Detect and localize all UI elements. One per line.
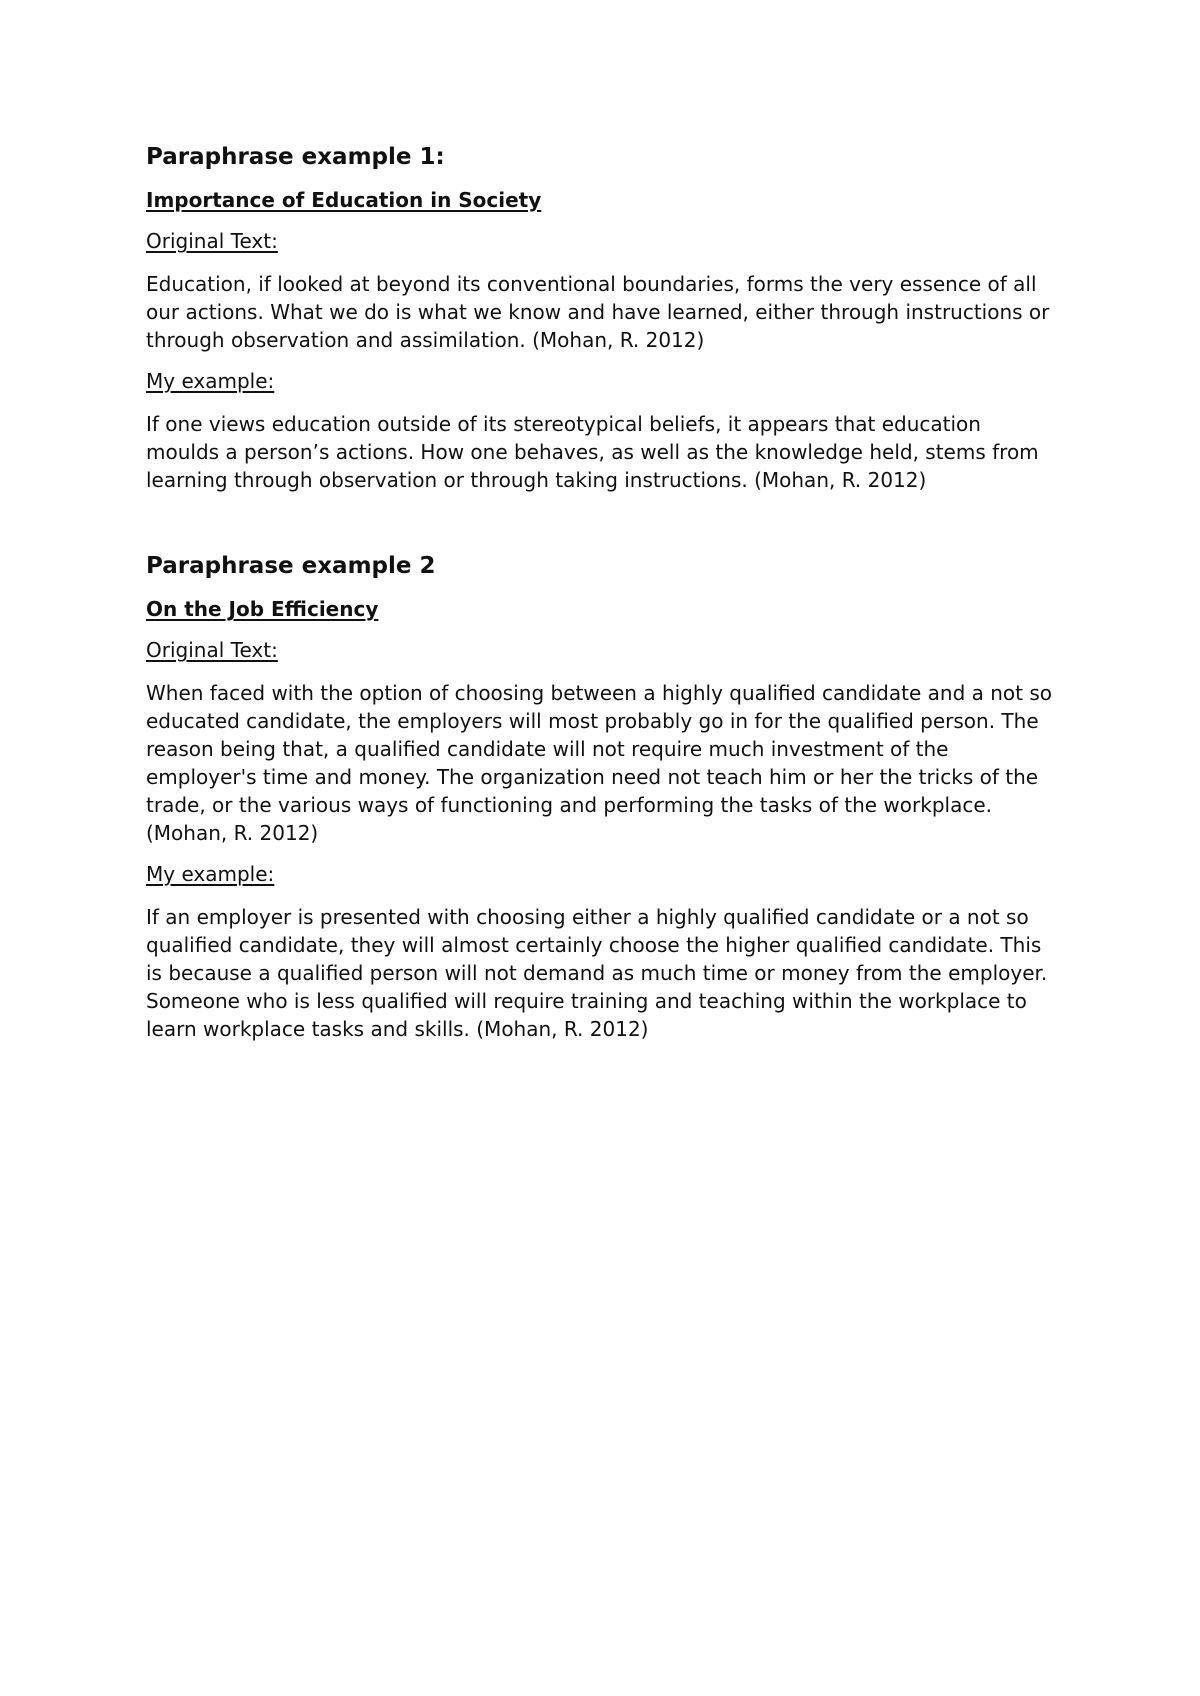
section-1-title: Paraphrase example 1:	[146, 144, 445, 170]
section-spacer	[146, 509, 1054, 552]
section-1-example-label: My example:	[146, 369, 275, 393]
section-1-subtitle: Importance of Education in Society	[146, 188, 542, 212]
paraphrase-section-2	[146, 552, 1054, 1043]
section-2-title: Paraphrase example 2	[146, 553, 436, 579]
paraphrase-section-1	[146, 143, 1054, 494]
section-1-original-text: Education, if looked at beyond its conventional boundaries, forms the very essence of all our actions. What we do is what we know and have learned, either through instructions or through observation and assimilation. (Mohan, R. 2012)	[146, 272, 1050, 352]
section-2-subtitle: On the Job Efficiency	[146, 597, 379, 621]
section-2-original-text: When faced with the option of choosing between a highly qualified candidate and a not so educated candidate, the employers will most probably go in for the qualified person. The reason being that, a qualified candidate will not require much investment of the employer's time and money. The organization need not teach him or her the tricks of the trade, or the various ways of functioning and performing the tasks of the workplace. (Mohan, R. 2012)	[146, 681, 1052, 845]
section-2-example-text: If an employer is presented with choosing either a highly qualified candidate or a not so qualified candidate, they will almost certainly choose the higher qualified candidate. This is because a qualified person will not demand as much time or money from the employer. Someone who is less qualified will require training and teaching within the workplace to learn workplace tasks and skills. (Mohan, R. 2012)	[146, 905, 1048, 1041]
section-1-example-text: If one views education outside of its stereotypical beliefs, it appears that education moulds a person’s actions. How one behaves, as well as the knowledge held, stems from learning through observation or through taking instructions. (Mohan, R. 2012)	[146, 412, 1039, 492]
section-2-original-label: Original Text:	[146, 638, 278, 662]
section-1-original-label: Original Text:	[146, 229, 278, 253]
section-2-example-label: My example:	[146, 862, 275, 886]
